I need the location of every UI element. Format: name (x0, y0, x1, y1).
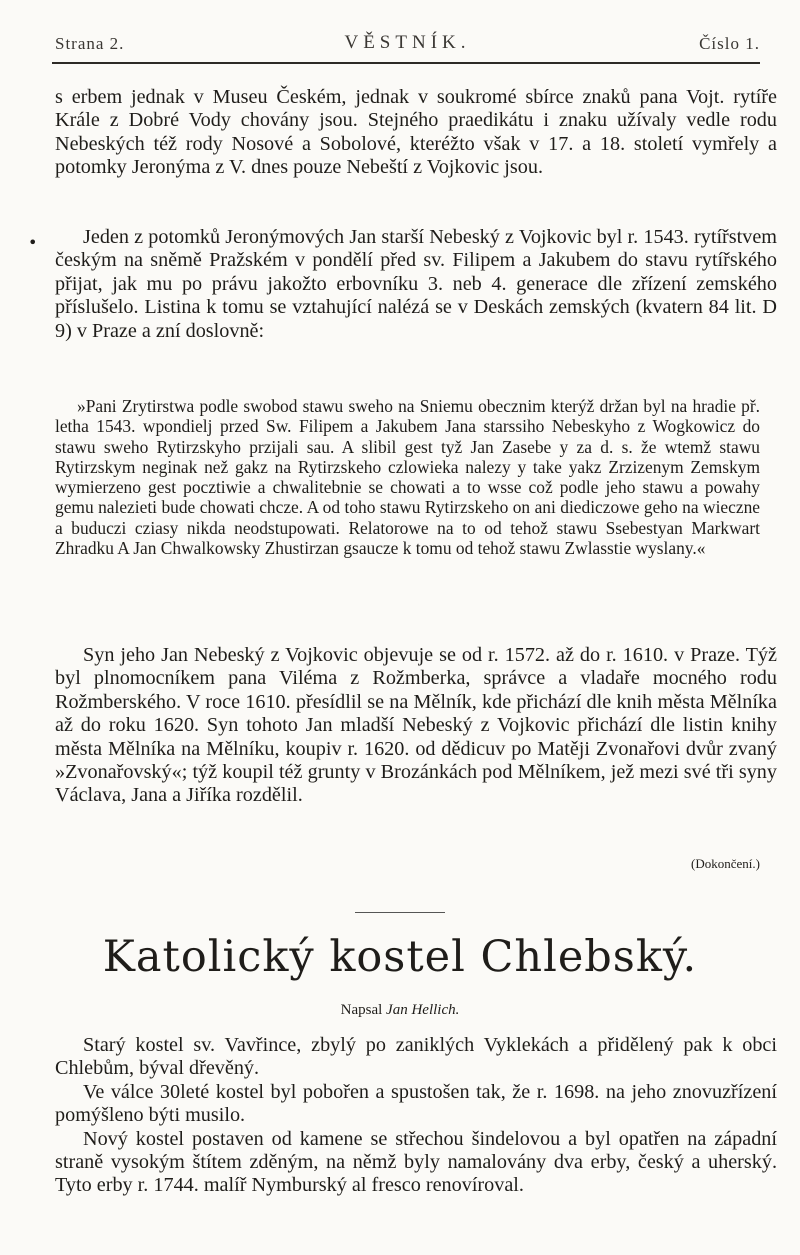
charter-quotation (55, 396, 760, 558)
section1-paragraph-3: Syn jeho Jan Nebeský z Vojkovic objevuje se od r. 1572. až do r. 1610. v Praze. Týž byl plnomocníkem pana Viléma z Rožmberka, správce a vladaře mocného rodu Rožmberského. V roce 1610. přesídlil se na Mělník, kde přichází dle knih města Mělníka až do roku 1620. Syn tohoto Jan mladší Nebeský z Vojkovic přichází dle listin knihy města Mělníka na Mělníku, koupiv r. 1620. od dědicuv po Matěji Zvonařovi dvůr zvaný »Zvonařovský«; týž koupil též grunty v Brozánkách pod Mělníkem, jež mezi své tři syny Václava, Jana a Jiříka rozdělil. (55, 644, 777, 807)
section1-paragraph-2-block (55, 226, 777, 343)
article-title: Katolický kostel Chlebský. (102, 932, 698, 982)
journal-title: VĚSTNÍK. (344, 32, 471, 53)
article-paragraph-3: Nový kostel postaven od kamene se střechou šindelovou a byl opatřen na západní straně vysokým štítem zděným, na němž byly namalovány dva erby, český a uherský. Tyto erby r. 1744. malíř Nymburský al fresco renovíroval. (55, 1127, 777, 1197)
section-separator (355, 912, 445, 913)
section1-paragraph-1: s erbem jednak v Museu Českém, jednak v soukromé sbírce znaků pana Vojt. rytíře Krále z Dobré Vody chovány jsou. Stejného praedikátu i znaku užívaly vedle rodu Nebeských též rody Nosové a Sobolové, kteréžto však v 17. a 18. století vymřely a potomky Jeronýma z V. dnes pouze Nebeští z Vojkovic jsou. (55, 86, 777, 179)
page-number: Strana 2. (55, 34, 125, 53)
continuation-note: (Dokončení.) (691, 856, 760, 871)
article-body (55, 1034, 777, 1198)
article-paragraph-2: Ve válce 30leté kostel byl pobořen a spustošen tak, že r. 1698. na jeho znovuzřízení pomýšleno býti musilo. (55, 1080, 777, 1127)
author-name: Jan Hellich. (386, 1002, 460, 1018)
header-rule (52, 62, 760, 64)
section1-paragraph-3-block (55, 644, 777, 808)
quotation-text: »Pani Zrytirstwa podle swobod stawu sweho na Sniemu obecznim kterýž držan byl na hradie př. letha 1543. wpondielj przed Sw. Filipem a Jakubem Jana starssiho Nebeskyho z Wogkowicz do stawu sweho Rytirzskyho przijali sau. A slibil gest tyž Jan Zasebe y za d. s. že wtemž stawu Rytirzskym neginak než gakz na Rytirzskeho czlowieka nalezy y take yakz Zrzizenym Zemskym wymierzeno gest pocztiwie a chwalitebnie se chowati a to wsse což podle jeho stawu a powahy gemu nalezieti bude chowati chcze. A od toho stawu Rytirzskeho on ani diediczowe geho na wieczne a buduczi cziasy nikda neodstupowati. Relatorowe na to od tehož stawu Ssebestyan Markwart Zhradku A Jan Chwalkowsky Zhustirzan gsaucze k tomu od tehož stawu Zwlasstie wyslany.« (55, 396, 760, 559)
margin-dot: • (28, 233, 38, 252)
article-paragraph-1: Starý kostel sv. Vavřince, zbylý po zaniklých Vyklekách a přidělený pak k obci Chlebům, býval dřevěný. (55, 1034, 777, 1080)
issue-number: Číslo 1. (699, 34, 760, 53)
byline (0, 1002, 800, 1019)
byline-prefix: Napsal (340, 1002, 383, 1018)
running-head (55, 28, 760, 58)
section1-paragraph-1-block (55, 86, 777, 180)
section1-paragraph-2: Jeden z potomků Jeronýmových Jan starší Nebeský z Vojkovic byl r. 1543. rytířstvem českým na sněmě Pražském v pondělí před sv. Filipem a Jakubem do stavu rytířského přijat, jak mu po právu jakožto erbovníku 3. neb 4. generace dle zřízení zemského příslušelo. Listina k tomu se vztahující nalézá se v Deskách zemských (kvatern 84 lit. D 9) v Praze a zní doslovně: (55, 226, 777, 342)
